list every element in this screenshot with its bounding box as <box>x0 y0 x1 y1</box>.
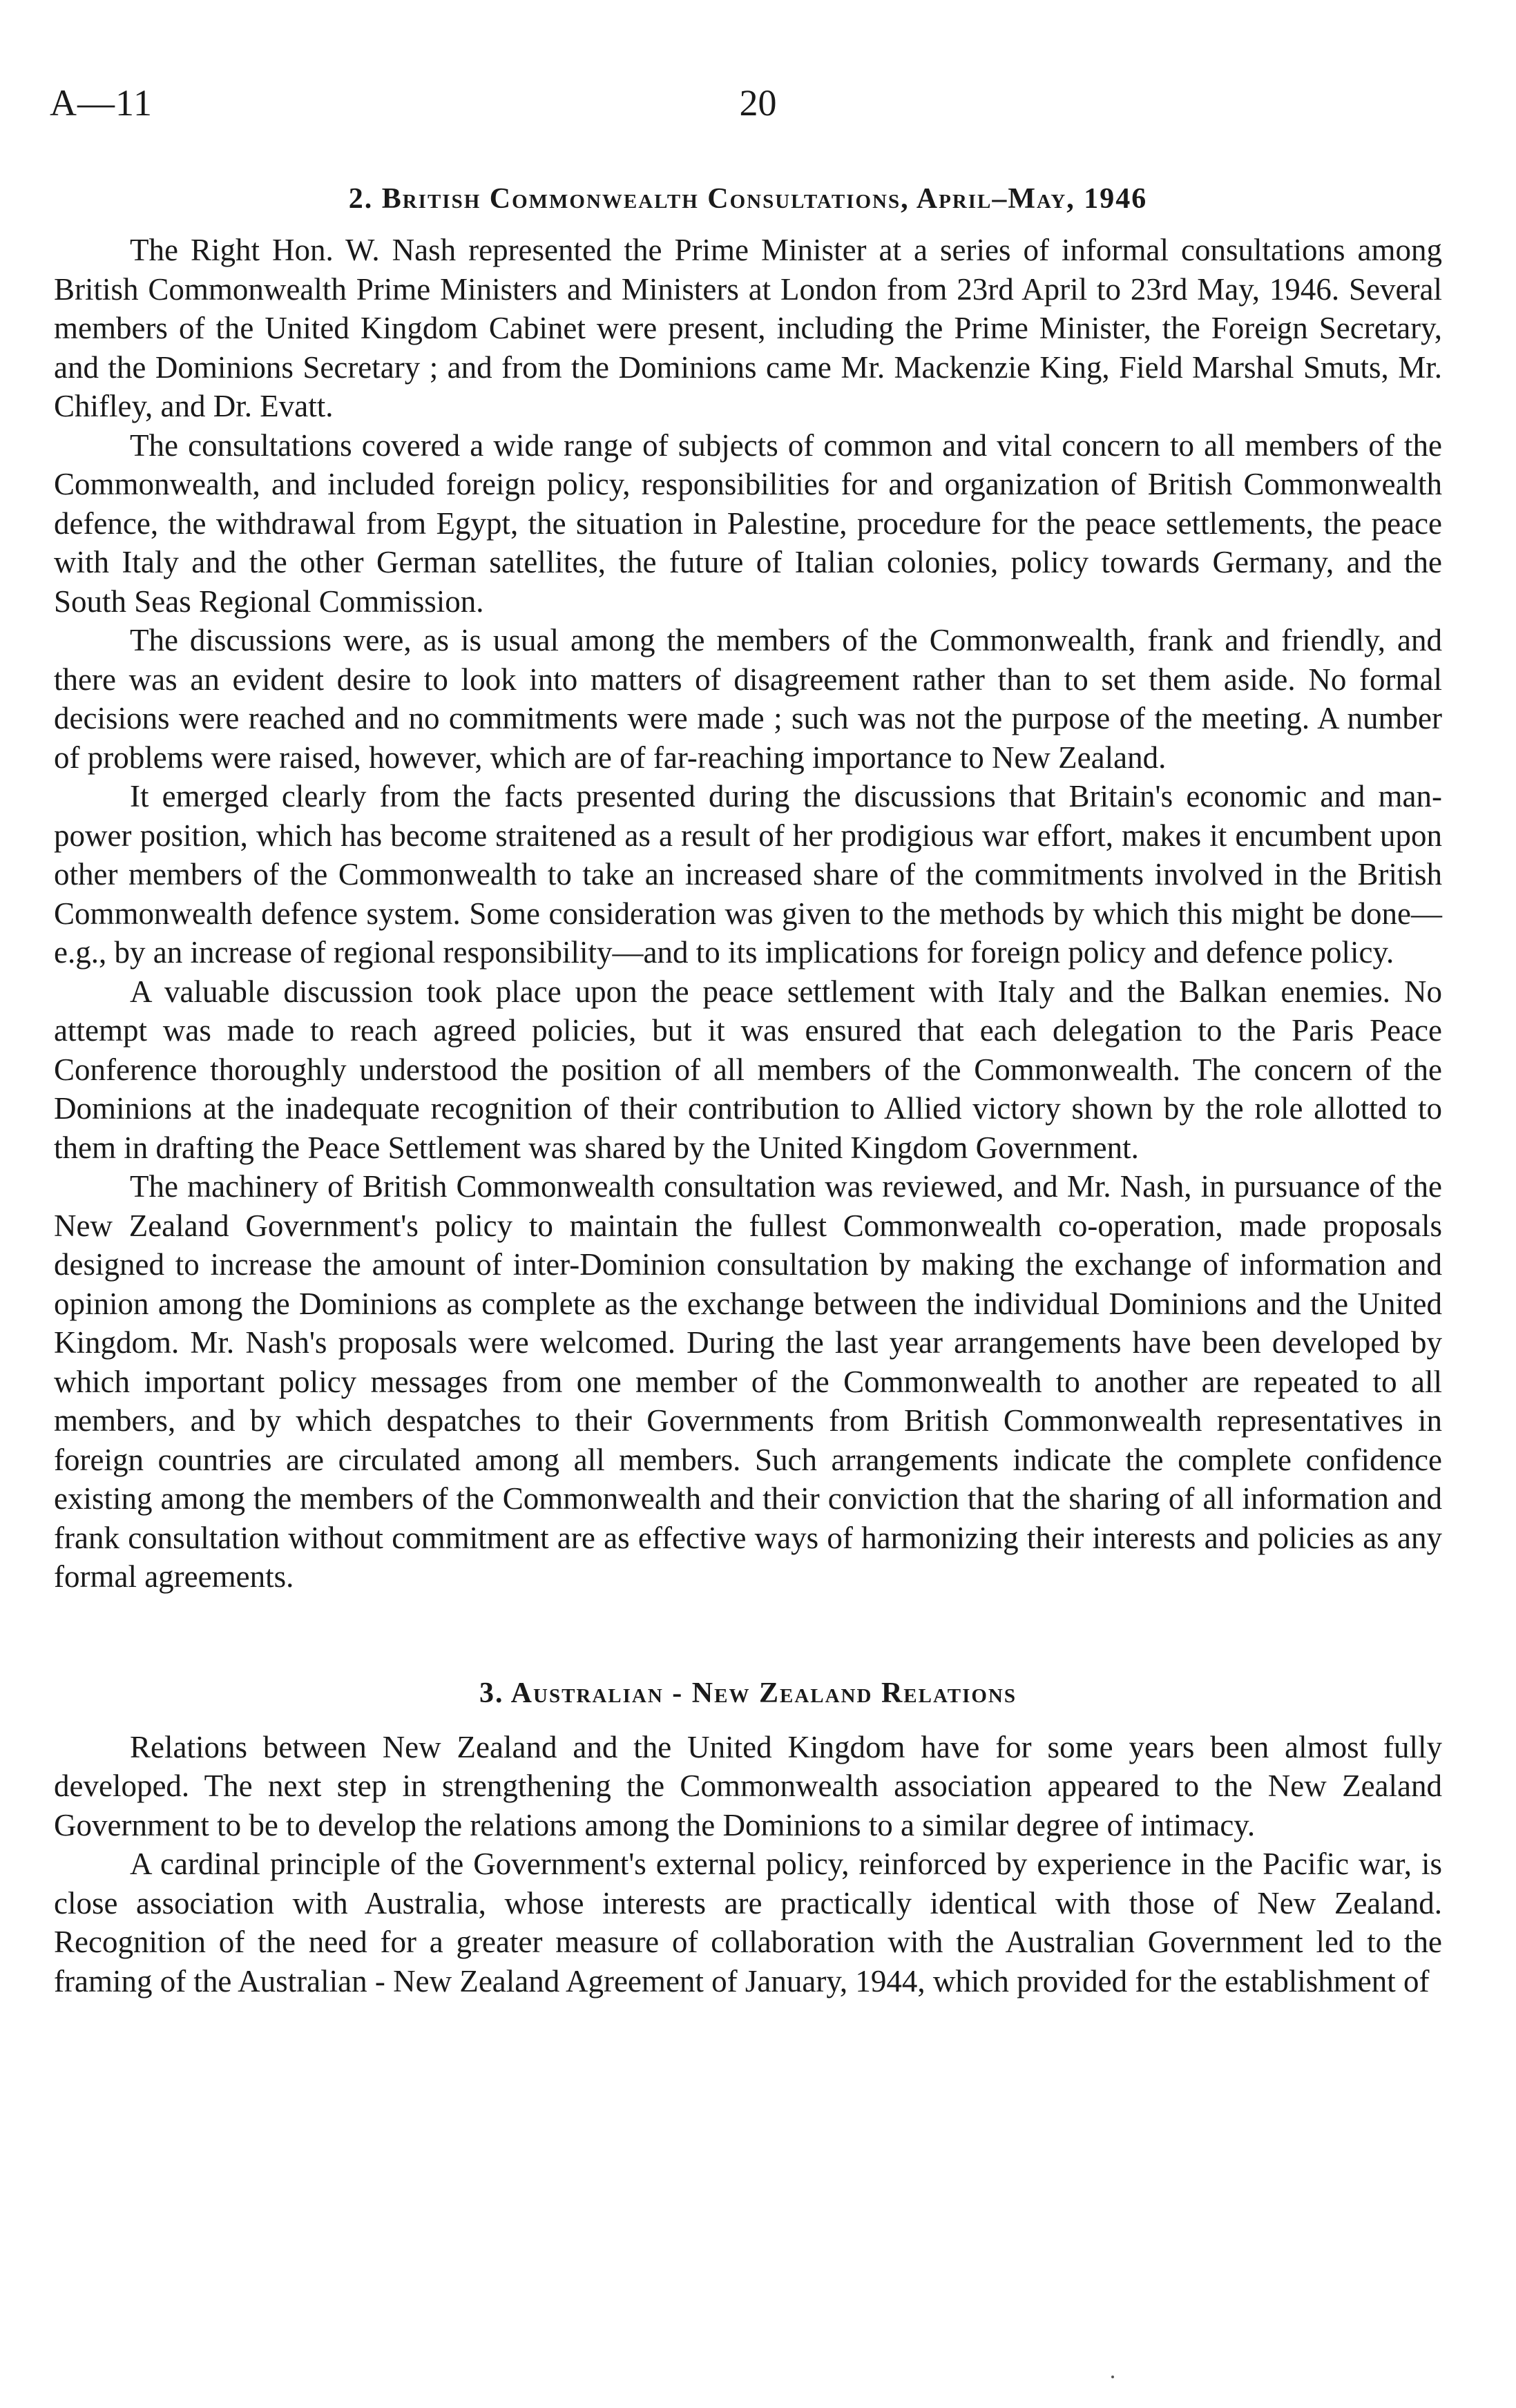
section-australian-nz-relations <box>54 1674 1442 2001</box>
running-head: A—11 <box>50 82 153 124</box>
paragraph: It emerged clearly from the facts presented during the discussions that Britain's economic and man-power position, which has become straitened as a result of her prodigious war effort, makes it encumbent upon other members of the Commonwealth to take an increased share of the commitments involved in the British Commonwealth defence system. Some consideration was given to the methods by which this might be done—e.g., by an increase of regional responsibility—and to its implications for foreign policy and defence policy. <box>54 779 1442 970</box>
paragraph: The discussions were, as is usual among the members of the Commonwealth, frank and friendly, and there was an evident desire to look into matters of disagreement rather than to set them aside. No formal decisions were reached and no commitments were made ; such was not the purpose of the meeting. A number of problems were raised, however, which are of far-reaching importance to New Zealand. <box>54 623 1442 775</box>
paragraph: Relations between New Zealand and the United Kingdom have for some years been almost fully developed. The next step in strengthening the Commonwealth association appeared to the New Zealand Government to be to develop the relations among the Dominions to a similar degree of intimacy. <box>54 1729 1442 1842</box>
paragraph: A cardinal principle of the Government's external policy, reinforced by experience in the Pacific war, is close association with Australia, whose interests are practically identical with those of New Zealand. Recognition of the need for a greater measure of collaboration with the Australian Government led to the framing of the Australian - New Zealand Agreement of January, 1944, which provided for the establishment of <box>54 1847 1442 1998</box>
page-number: 20 <box>739 82 777 124</box>
paragraph: The Right Hon. W. Nash represented the Prime Minister at a series of informal consultations among British Commonwealth Prime Ministers and Ministers at London from 23rd April to 23rd May, 1946. Several members of the United Kingdom Cabinet were present, including the Prime Minister, the Foreign Secretary, and the Dominions Secretary ; and from the Dominions came Mr. Mackenzie King, Field Marshal Smuts, Mr. Chifley, and Dr. Evatt. <box>54 233 1442 423</box>
paragraph: A valuable discussion took place upon the peace settlement with Italy and the Balkan enemies. No attempt was made to reach agreed policies, but it was ensured that each delegation to the Paris Peace Conference thoroughly understood the position of all members of the Commonwealth. The concern of the Dominions at the inadequate recognition of their contribution to Allied victory shown by the role allotted to them in drafting the Peace Settlement was shared by the United Kingdom Government. <box>54 974 1442 1165</box>
paragraph: The machinery of British Commonwealth consultation was reviewed, and Mr. Nash, in pursuance of the New Zealand Government's policy to maintain the fullest Commonwealth co-operation, made proposals designed to increase the amount of inter-Dominion consultation by making the exchange of information and opinion among the Dominions as complete as the exchange between the individual Dominions and the United Kingdom. Mr. Nash's proposals were welcomed. During the last year arrangements have been developed by which important policy messages from one member of the Commonwealth to another are repeated to all members, and by which despatches to their Governments from British Commonwealth representatives in foreign countries are circulated among all members. Such arrangements indicate the complete confidence existing among the members of the Commonwealth and their conviction that the sharing of all information and frank consultation without commitment are as effective ways of harmonizing their interests and policies as any formal agreements. <box>54 1169 1442 1594</box>
section-heading: 2. British Commonwealth Consultations, April–May, 1946 <box>348 183 1148 215</box>
section-commonwealth-consultations <box>54 180 1442 1597</box>
paragraph: The consultations covered a wide range of subjects of common and vital concern to all members of the Commonwealth, and included foreign policy, responsibilities for and organization of British Commonwealth defence, the withdrawal from Egypt, the situation in Palestine, procedure for the peace settlements, the peace with Italy and the other German satellites, the future of Italian colonies, policy towards Germany, and the South Seas Regional Commission. <box>54 427 1442 619</box>
text-column <box>54 180 1442 2001</box>
ink-speck <box>1111 2376 1114 2378</box>
section-heading: 3. Australian - New Zealand Relations <box>479 1677 1017 1709</box>
